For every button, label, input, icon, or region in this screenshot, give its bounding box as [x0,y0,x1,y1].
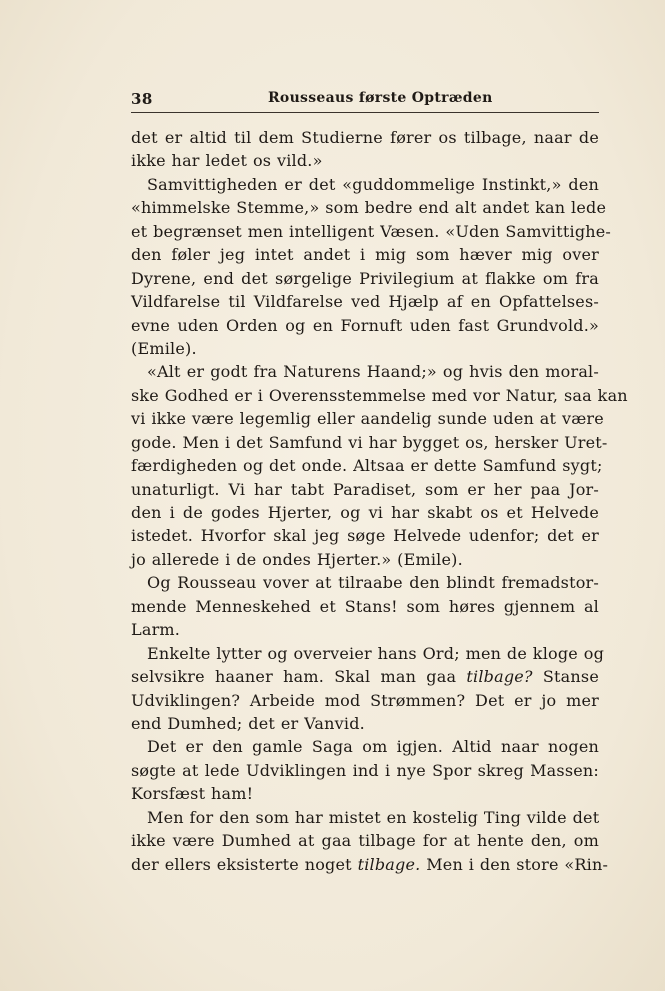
text-line: der ellers eksisterte noget tilbage. Men i den store «Rin- [131,854,609,874]
text-line: det er altid til dem Studierne fører os tilbage, naar de [131,128,599,147]
page-number: 38 [131,90,153,108]
text-line: Korsfæst ham! [131,784,254,804]
text-line: mende Menneskehed et Stans! som høres gjennem al [131,596,599,616]
text-line: Det er den gamle Saga om igjen. Altid naar nogen [147,737,599,757]
text-line: gode. Men i det Samfund vi har bygget os, hersker Uret- [131,432,608,452]
text-line: et begrænset men intelligent Væsen. «Uden Samvittighe- [131,221,612,241]
text-line: unaturligt. Vi har tabt Paradiset, som er her paa Jor- [131,479,599,499]
body-text [131,126,628,876]
text-line: evne uden Orden og en Fornuft uden fast Grundvold.» [131,315,599,335]
text-line: færdigheden og det onde. Altsaa er dette Samfund sygt; [131,456,603,476]
header-rule [131,112,599,113]
text-line: Men for den som har mistet en kostelig Ting vilde det [147,807,600,827]
text-line: ske Godhed er i Overensstemmelse med vor Natur, saa kan [131,385,628,405]
text-line: Og Rousseau vover at tilraabe den blindt fremadstor- [147,573,599,593]
text-line: den i de godes Hjerter, og vi har skabt os et Helvede [131,503,599,522]
text-line: Udviklingen? Arbeide mod Strømmen? Det er jo mer [131,690,599,710]
text-line: vi ikke være legemlig eller aandelig sunde uden at være [131,409,604,429]
text-line: «Alt er godt fra Naturens Haand;» og hvis den moral- [147,362,599,382]
text-line: ikke har ledet os vild.» [131,151,323,171]
page-header [131,88,599,112]
text-line: Dyrene, end det sørgelige Privilegium at flakke om fra [131,268,599,288]
text-line: den føler jeg intet andet i mig som hæver mig over [131,245,599,265]
text-line: selvsikre haaner ham. Skal man gaa tilbage? Stanse [131,667,600,687]
text-line: istedet. Hvorfor skal jeg søge Helvede udenfor; det er [131,526,599,546]
italic-word: tilbage? [466,667,533,687]
text-line: ikke være Dumhed at gaa tilbage for at hente den, om [131,831,599,851]
text-line: Samvittigheden er det «guddommelige Instinkt,» den [147,174,599,194]
text-line: Vildfarelse til Vildfarelse ved Hjælp af en Opfattelses- [131,292,599,312]
text-line: søgte at lede Udviklingen ind i nye Spor skreg Massen: [131,760,599,780]
text-line: end Dumhed; det er Vanvid. [131,713,365,733]
text-line: jo allerede i de ondes Hjerter.» (Emile). [131,549,463,569]
text-line: Enkelte lytter og overveier hans Ord; men de kloge og [147,643,605,663]
text-line: «himmelske Stemme,» som bedre end alt andet kan lede [131,198,607,218]
text-line: (Emile). [131,338,197,358]
italic-word: tilbage. [357,854,421,874]
text-line: Larm. [131,620,181,640]
running-head: Rousseaus første Optræden [268,90,493,106]
